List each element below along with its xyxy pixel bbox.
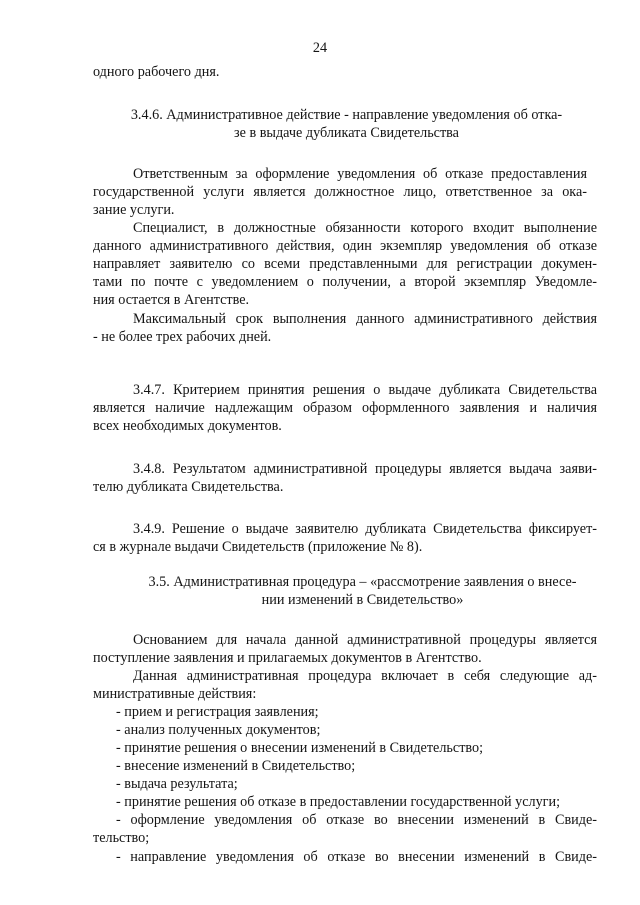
section-35-p2-line1: Данная административная процедура включает в себя следующие ад- [133,668,597,684]
section-35-p1-line2: поступление заявления и прилагаемых документов в Агентство. [93,650,482,666]
page-number: 24 [312,40,328,56]
section-346-p1-line1: Ответственным за оформление уведомления об отказе предоставления [133,166,587,182]
section-35-heading-line2: нии изменений в Свидетельство» [261,592,464,608]
list-item: - оформление уведомления об отказе во внесении изменений в Свиде- [116,812,597,828]
section-346-heading-line2: зе в выдаче дубликата Свидетельства [234,125,459,141]
section-346-p1-line2: государственной услуги является должностное лицо, ответственное за ока- [93,184,587,200]
section-347-line3: всех необходимых документов. [93,418,282,434]
section-349-line1: 3.4.9. Решение о выдаче заявителю дубликата Свидетельства фиксирует- [133,521,597,537]
section-346-p3-line1: Максимальный срок выполнения данного административного действия [133,311,597,327]
list-item-continuation: тельство; [93,830,150,846]
section-35-p2-line2: министративные действия: [93,686,257,702]
section-346-p3-line2: - не более трех рабочих дней. [93,329,272,345]
section-346-p2-line3: направляет заявителю со всеми представленными для регистрации докумен- [93,256,597,272]
section-35-heading-line1: 3.5. Административная процедура – «рассмотрение заявления о внесе- [148,574,577,590]
section-349-line2: ся в журнале выдачи Свидетельств (приложение № 8). [93,539,423,555]
section-346-p1-line3: зание услуги. [93,202,175,218]
list-item: - прием и регистрация заявления; [116,704,319,720]
list-item: - анализ полученных документов; [116,722,321,738]
section-346-p2-line2: данного административного действия, один экземпляр уведомления об отказе [93,238,597,254]
continuation-text: одного рабочего дня. [93,64,220,80]
section-35-p1-line1: Основанием для начала данной административной процедуры является [133,632,597,648]
section-347-line2: является наличие надлежащим образом оформленного заявления и наличия [93,400,597,416]
list-item: - внесение изменений в Свидетельство; [116,758,356,774]
list-item: - принятие решения об отказе в предоставлении государственной услуги; [116,794,561,810]
section-348-line2: телю дубликата Свидетельства. [93,479,284,495]
list-item: - выдача результата; [116,776,238,792]
section-346-heading-line1: 3.4.6. Административное действие - направление уведомления об отка- [130,107,563,123]
section-348-line1: 3.4.8. Результатом административной процедуры является выдача заяви- [133,461,597,477]
list-item: - принятие решения о внесении изменений в Свидетельство; [116,740,484,756]
section-346-p2-line1: Специалист, в должностные обязанности которого входит выполнение [133,220,597,236]
list-item: - направление уведомления об отказе во внесении изменений в Свиде- [116,849,597,865]
section-346-p2-line4: тами по почте с уведомлением о получении, а второй экземпляр Уведомле- [93,274,597,290]
section-346-p2-line5: ния остается в Агентстве. [93,292,250,308]
section-347-line1: 3.4.7. Критерием принятия решения о выдаче дубликата Свидетельства [133,382,597,398]
